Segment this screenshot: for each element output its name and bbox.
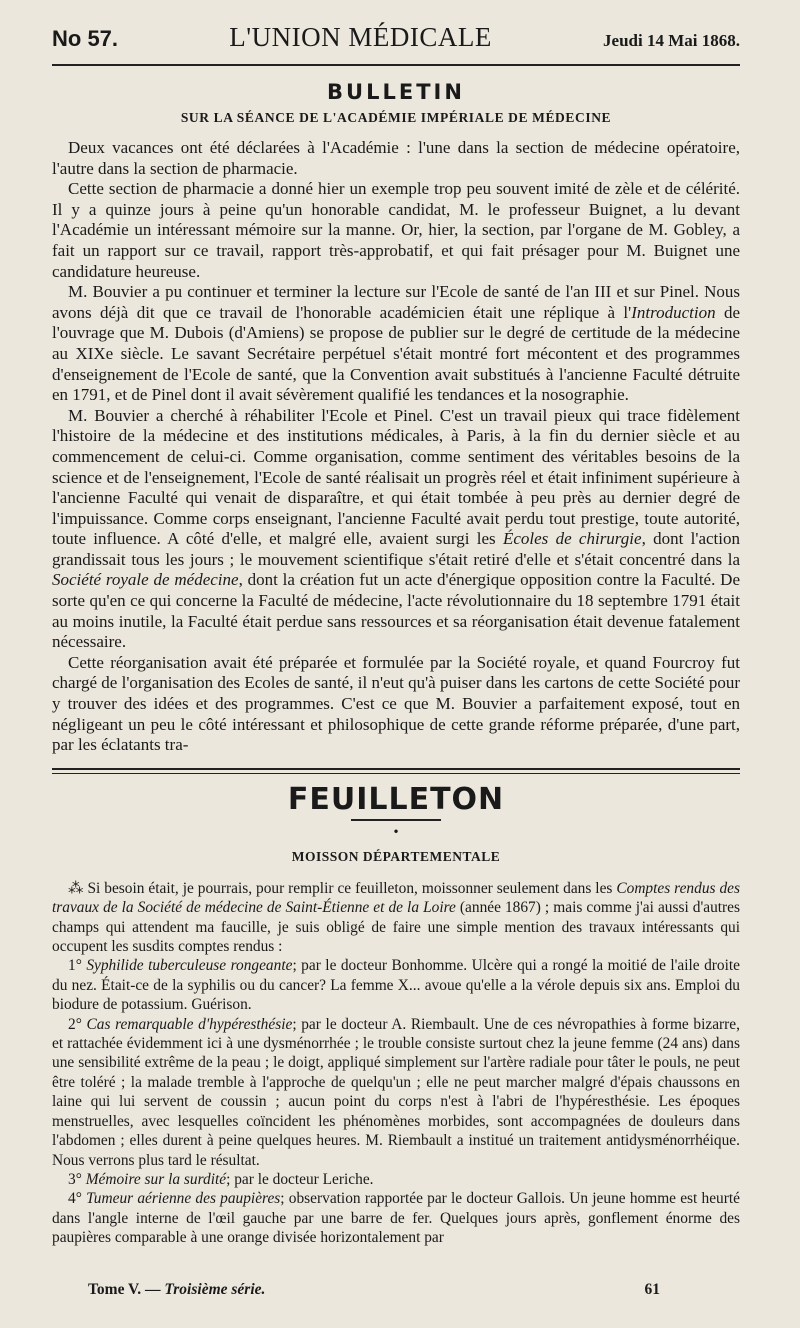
page-number: 61 (644, 1281, 660, 1298)
bulletin-body (52, 138, 740, 756)
feuilleton-title-rule (351, 819, 441, 821)
volume-info: Tome V. — Troisième série. (88, 1281, 266, 1298)
bulletin-paragraph: M. Bouvier a cherché à réhabiliter l'Ecole et Pinel. C'est un travail pieux qui trace fidèlement l'histoire de la médecine et des institutions médicales, à Paris, à la fin du dernier siècle et au commencement de celui-ci. Comme organisation, comme sentiment des véritables besoins de la science et de l'enseignement, l'Ecole de santé réalisait un progrès réel et était infiniment supérieure à l'ancienne Faculté qui venait de disparaître, et qui était tombée à peu près au dernier degré de l'impuissance. Comme corps enseignant, l'ancienne Faculté avait perdu tout prestige, toute autorité, toute influence. A côté d'elle, et malgré elle, avaient surgi les Écoles de chirurgie, dont l'action grandissait tous les jours ; le mouvement scientifique s'était retiré d'elle et s'était concentré dans la Société royale de médecine, dont la création fut un acte d'énergique opposition contre la Faculté. De sorte qu'en ce qui concerne la Faculté de médecine, l'acte révolutionnaire du 18 septembre 1791 était au moins inutile, la Faculté était perdue sans ressources et sa réorganisation était devenue fatalement nécessaire. (52, 405, 741, 652)
issue-date: Jeudi 14 Mai 1868. (603, 31, 740, 50)
page-footer (88, 1281, 660, 1299)
feuilleton-item: 4° Tumeur aérienne des paupières; observation rapportée par le docteur Gallois. Un jeune homme est heurté dans l'angle interne de l'œil gauche par une barre de fer. Quelques jours après, gonflement énorme des paupières comparable à une orange divisée horizontalement par (52, 1190, 740, 1247)
feuilleton-item: 1° Syphilide tuberculeuse rongeante; par le docteur Bonhomme. Ulcère qui a rongé la moitié de l'aile droite du nez. Était-ce de la syphilis ou du cancer? La femme X... avoue qu'elle a la vérole depuis six ans. Emploi du biodure de potassium. Guérison. (52, 957, 740, 1014)
asterism-icon: ⁂ (68, 879, 88, 897)
feuilleton-item: 3° Mémoire sur la surdité; par le docteur Leriche. (68, 1170, 374, 1188)
feuilleton-item: 2° Cas remarquable d'hypéresthésie; par le docteur A. Riembault. Une de ces névropathies à forme bizarre, et rattachée évidemment ici à une dysménorrhée ; le trouble consiste surtout chez la jeune femme (24 ans) dans une sensibilité extrême de la peau ; le doigt, appliqué simplement sur l'artère radiale pour tâter le pouls, ne peut être toléré ; la malade tremble à l'approche de quelqu'un ; elle ne peut marcher malgré d'épais chaussons en laine qui lui servent de coussin ; aucun point du corps n'est à l'abri de l'hypéresthésie. Les époques menstruelles, avec lesquelles coïncident les phénomènes morbides, sont accompagnées de douleurs dans l'abdomen ; elles durent à peine quelques heures. M. Riembault a institué un traitement antidysménorrhéique. Nous verrons plus tard le résultat. (52, 1015, 740, 1169)
bulletin-paragraph: Cette section de pharmacie a donné hier un exemple trop peu souvent imité de zèle et de célérité. Il y a quinze jours à peine qu'un honorable candidat, M. le professeur Buignet, a lu devant l'Académie un intéressant mémoire sur la manne. Or, hier, la section, par l'organe de M. Gobley, a fait un rapport sur ce travail, rapport très-approbatif, et qui fait présager pour M. Buignet une candidature heureuse. (52, 179, 740, 281)
header-rule (52, 64, 740, 66)
masthead (52, 22, 740, 52)
section-divider (52, 768, 740, 774)
bulletin-paragraph: M. Bouvier a pu continuer et terminer la lecture sur l'Ecole de santé de l'an III et sur Pinel. Nous avons déjà dit que ce travail de l'honorable académicien était une réplique à l'Introduction de l'ouvrage que M. Dubois (d'Amiens) se propose de publier sur le degré de certitude de la médecine au XIXe siècle. Le savant Secrétaire perpétuel s'était montré fort mécontent et des programmes d'enseignement de l'Ecole de santé, que la Convention avait substitués à l'ancienne Faculté détruite en 1791, et de Pinel dont il avait sévèrement qualifié les tendances et la nosographie. (52, 282, 740, 405)
bulletin-paragraph: Cette réorganisation avait été préparée et formulée par la Société royale, et quand Fourcroy fut chargé de l'organisation des Ecoles de santé, il n'eut qu'à puiser dans les cartons de cette Société pour y trouver des idées et des programmes. C'est ce que M. Bouvier a parfaitement exposé, tout en négligeant un peu le côté intéressant et philosophique de cette grande réforme préparée, d'une part, par les éclatants tra- (52, 652, 740, 755)
issue-number: No 57. (52, 26, 119, 51)
bulletin-title: BULLETIN (327, 80, 465, 104)
feuilleton-subtitle: MOISSON DÉPARTEMENTALE (291, 848, 501, 864)
bullet-dot-icon: • (392, 824, 400, 839)
feuilleton-paragraph: ⁂ Si besoin était, je pourrais, pour remplir ce feuilleton, moissonner seulement dans les Comptes rendus des travaux de la Société de médecine de Saint-Étienne et de la Loire (année 1867) ; mais comme j'ai aussi d'autres champs qui attendent ma faucille, je suis obligé de faire une simple mention des travaux intéressants qui occupent les susdits comptes rendus : (52, 879, 740, 956)
feuilleton-body (52, 879, 740, 1248)
bulletin-subtitle: SUR LA SÉANCE DE L'ACADÉMIE IMPÉRIALE DE MÉDECINE (180, 110, 612, 125)
journal-title: L'UNION MÉDICALE (229, 22, 492, 52)
bulletin-paragraph: Deux vacances ont été déclarées à l'Académie : l'une dans la section de médecine opératoire, l'autre dans la section de pharmacie. (52, 138, 740, 178)
feuilleton-title: FEUILLETON (287, 781, 505, 817)
